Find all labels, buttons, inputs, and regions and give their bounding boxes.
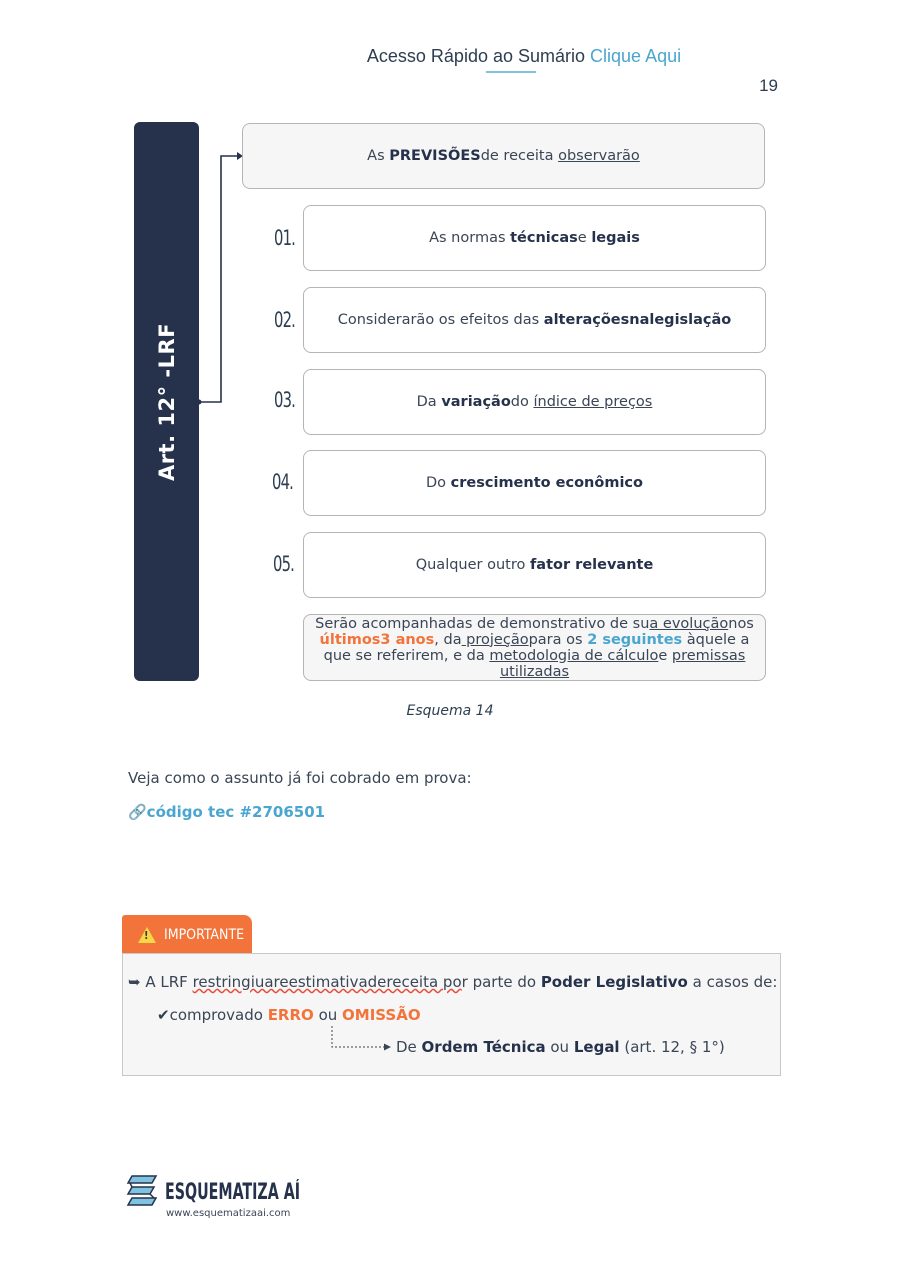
follow-underline-4: premissas utilizadas xyxy=(499,647,746,680)
dashed-connector-arrow xyxy=(326,1024,396,1054)
diagram-caption: Esquema 14 xyxy=(406,703,494,719)
follow-up-box xyxy=(303,614,766,681)
follow-highlight-seguintes: 2 seguintes xyxy=(587,631,683,648)
line1-suffix: a casos de: xyxy=(687,973,778,991)
previsoes-box xyxy=(242,123,765,189)
item-03-text: Da xyxy=(416,394,442,410)
line1-mid: r parte do xyxy=(461,973,541,991)
line1-prefix: A LRF xyxy=(140,973,193,991)
line1-bold: Poder Legislativo xyxy=(540,973,688,991)
item-01-text: As normas xyxy=(429,230,511,246)
item-01-bold2: legais xyxy=(591,230,640,246)
line3-prefix: De xyxy=(396,1038,422,1056)
logo-name: ESQUEMATIZA AÍ xyxy=(165,1180,301,1205)
top-box-underlined: observarão xyxy=(558,148,640,164)
item-01-mid: e xyxy=(577,230,592,246)
top-box-middle: de receita xyxy=(480,148,559,164)
follow-text-5: àquele a que se referirem, e da xyxy=(323,631,750,664)
warning-icon xyxy=(138,927,156,943)
page-header xyxy=(74,46,900,67)
follow-highlight-anos: últimos3 anos xyxy=(319,631,435,648)
important-line-1 xyxy=(128,973,777,991)
logo-url[interactable]: www.esquematizaai.com xyxy=(166,1208,291,1219)
important-line-3 xyxy=(396,1038,725,1056)
item-02-text: Considerarão os efeitos das xyxy=(337,312,544,328)
item-number-02: 02. xyxy=(274,308,296,332)
item-number-05: 05. xyxy=(273,552,295,576)
arrow-icon: ➥ xyxy=(128,973,141,991)
item-05-bold1: fator relevante xyxy=(529,557,654,573)
item-number-04: 04. xyxy=(272,470,294,494)
link-underline xyxy=(486,71,536,73)
diagram-sidebar xyxy=(134,122,199,681)
logo-icon xyxy=(126,1174,160,1210)
item-01-bold1: técnicas xyxy=(510,230,578,246)
follow-text-6: e xyxy=(658,647,672,664)
intro-text: Veja como o assunto já foi cobrado em prova: xyxy=(128,769,472,787)
follow-text-3: , da xyxy=(434,631,462,648)
line3-mid: ou xyxy=(545,1038,574,1056)
summary-link[interactable]: Clique Aqui xyxy=(590,46,682,66)
line2-mid: ou xyxy=(313,1006,343,1024)
line3-bold1: Ordem Técnica xyxy=(421,1038,546,1056)
follow-underline-3: metodologia de cálculo xyxy=(489,647,659,664)
item-box-01 xyxy=(303,205,766,271)
follow-text-4: para os xyxy=(528,631,588,648)
follow-underline-1: a evolução xyxy=(649,615,729,632)
follow-text-1: Serão acompanhadas de demonstrativo de su xyxy=(315,615,650,632)
code-link[interactable]: 🔗código tec #2706501 xyxy=(128,803,326,821)
item-box-02 xyxy=(303,287,766,353)
item-number-01: 01. xyxy=(274,226,296,250)
line2-prefix: comprovado xyxy=(169,1006,268,1024)
item-02-bold1: alteraçõesnalegislação xyxy=(543,312,732,328)
line3-suffix: (art. 12, § 1°) xyxy=(619,1038,725,1056)
top-box-prefix: As xyxy=(367,148,390,164)
line2-omissao: OMISSÃO xyxy=(342,1006,421,1024)
sidebar-title: Art. 12° -LRF xyxy=(154,322,179,481)
important-label: IMPORTANTE xyxy=(164,926,245,943)
item-03-underlined: índice de preços xyxy=(533,394,653,410)
check-icon: ✔ xyxy=(157,1006,170,1024)
item-03-mid: do xyxy=(510,394,534,410)
line2-erro: ERRO xyxy=(267,1006,314,1024)
item-box-05 xyxy=(303,532,766,598)
follow-text-2: nos xyxy=(728,615,754,632)
item-box-04 xyxy=(303,450,766,516)
top-box-bold: PREVISÕES xyxy=(389,148,481,164)
follow-underline-2: projeção xyxy=(461,631,529,648)
item-number-03: 03. xyxy=(274,388,296,412)
important-line-2 xyxy=(157,1006,421,1024)
header-text: Acesso Rápido ao Sumário xyxy=(366,46,586,66)
item-05-text: Qualquer outro xyxy=(415,557,530,573)
important-tab xyxy=(122,915,252,954)
line1-wavy: restringiuareestimativadereceita po xyxy=(192,973,462,991)
line3-bold2: Legal xyxy=(573,1038,620,1056)
item-03-bold1: variação xyxy=(441,394,511,410)
item-04-bold1: crescimento econômico xyxy=(450,475,643,491)
item-box-03 xyxy=(303,369,766,435)
page-number: 19 xyxy=(759,76,778,95)
item-04-text: Do xyxy=(426,475,451,491)
